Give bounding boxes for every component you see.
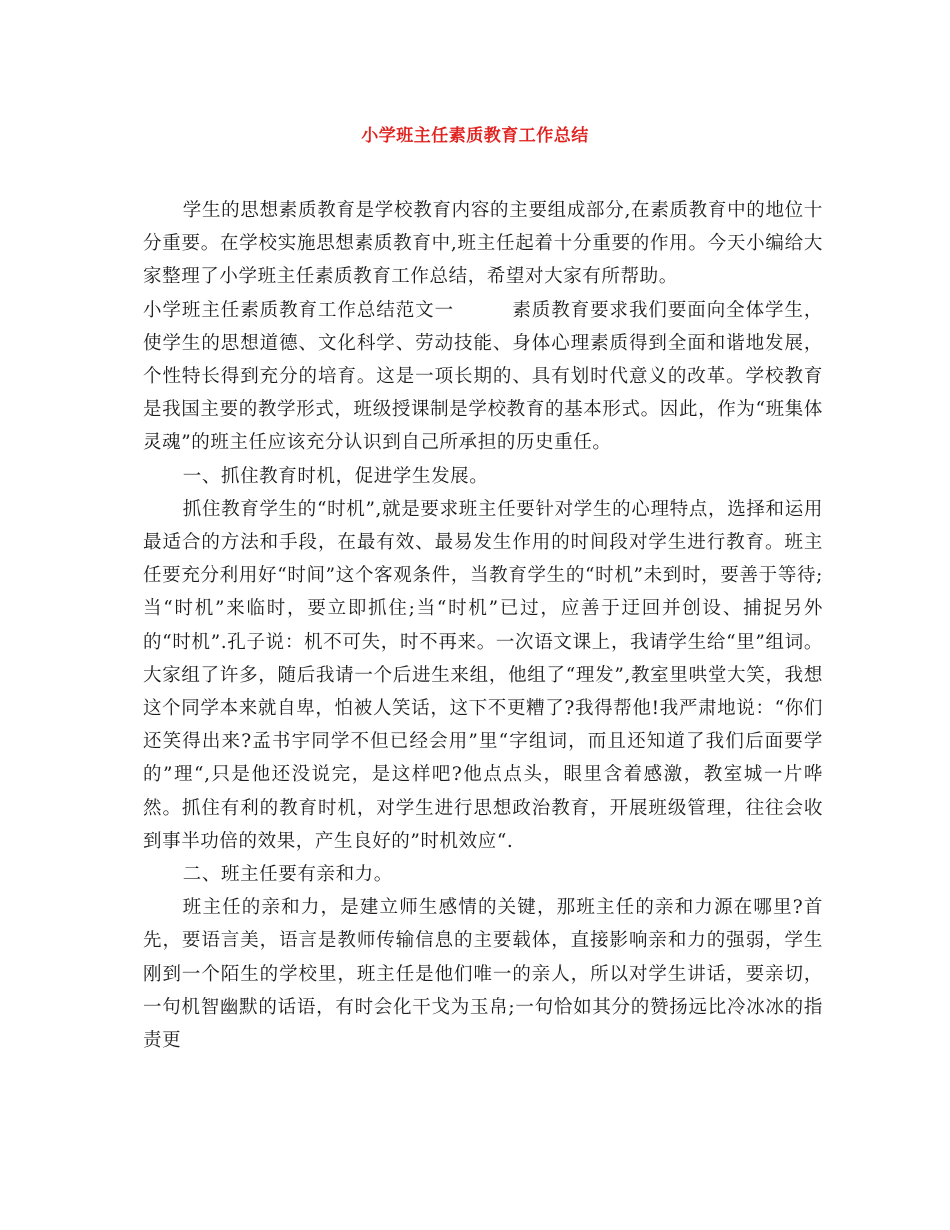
document-title: 小学班主任素质教育工作总结 xyxy=(361,126,589,146)
section-heading-two: 二、班主任要有亲和力。 xyxy=(182,864,393,886)
paragraph-intro: 学生的思想素质教育是学校教育内容的主要组成部分,在素质教育中的地位十分重要。在学校实施思想素质教育中,班主任起着十分重要的作用。今天小编给大家整理了小学班主任素质教育工作总结，希望对大家有所帮助。 xyxy=(143,200,823,288)
paragraph-timing: 抓住教育学生的“时机”,就是要求班主任要针对学生的心理特点，选择和运用最适合的方法和手段，在最有效、最易发生作用的时间段对学生进行教育。班主任要充分利用好“时间”这个客观条件，当教育学生的“时机”未到时，要善于等待;当“时机”来临时，要立即抓住;当“时机”已过，应善于迂回并创设、捕捉另外的“时机”.孔子说：机不可失，时不再来。一次语文课上，我请学生给“里”组词。大家组了许多，随后我请一个后进生来组，他组了“理发”,教室里哄堂大笑，我想这个同学本来就自卑，怕被人笑话，这下不更糟了?我得帮他!我严肃地说：“你们还笑得出来?孟书宇同学不但已经会用”里“字组词，而且还知道了我们后面要学的”理“,只是他还没说完，是这样吧?他点点头，眼里含着感激，教室城一片哗然。抓住有利的教育时机，对学生进行思想政治教育，开展班级管理，往往会收到事半功倍的效果，产生良好的”时机效应“. xyxy=(143,498,823,852)
document-body xyxy=(143,194,823,1057)
paragraph-sample-one: 小学班主任素质教育工作总结范文一 素质教育要求我们要面向全体学生，使学生的思想道德、文化科学、劳动技能、身体心理素质得到全面和谐地发展，个性特长得到充分的培育。这是一项长期的、具有划时代意义的改革。学校教育是我国主要的教学形式，班级授课制是学校教育的基本形式。因此，作为“班集体灵魂”的班主任应该充分认识到自己所承担的历史重任。 xyxy=(143,299,823,454)
paragraph-affinity: 班主任的亲和力，是建立师生感情的关键，那班主任的亲和力源在哪里?首先，要语言美，语言是教师传输信息的主要载体，直接影响亲和力的强弱，学生刚到一个陌生的学校里，班主任是他们唯一的亲人，所以对学生讲话，要亲切，一句机智幽默的话语，有时会化干戈为玉帛;一句恰如其分的赞扬远比冷冰冰的指责更 xyxy=(143,897,823,1052)
section-heading-one: 一、抓住教育时机，促进学生发展。 xyxy=(182,465,489,487)
